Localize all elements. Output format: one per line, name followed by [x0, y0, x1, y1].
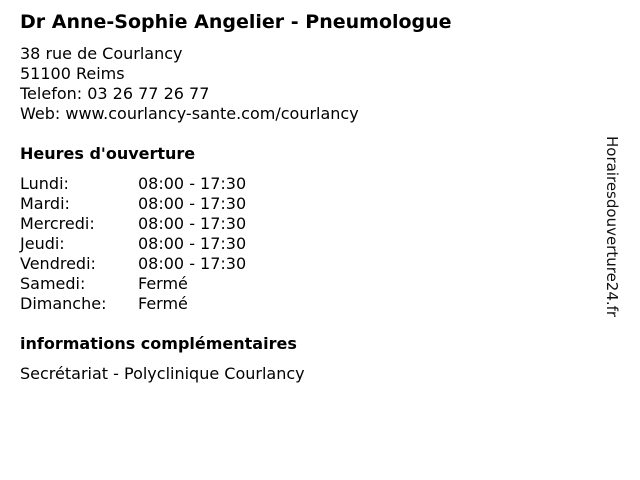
hours-day: Jeudi: [20, 234, 65, 253]
address-web: Web: www.courlancy-sante.com/courlancy [20, 104, 359, 123]
brand-watermark: Horairesdouverture24.fr [603, 136, 621, 318]
hours-time: 08:00 - 17:30 [138, 234, 247, 253]
hours-time: Fermé [138, 294, 188, 313]
address-street: 38 rue de Courlancy [20, 44, 183, 63]
hours-time: 08:00 - 17:30 [138, 174, 247, 193]
address-city: 51100 Reims [20, 64, 125, 83]
address-block [20, 44, 359, 124]
hours-time: 08:00 - 17:30 [138, 254, 247, 273]
hours-day: Mercredi: [20, 214, 95, 233]
hours-time: Fermé [138, 274, 188, 293]
hours-heading: Heures d'ouverture [20, 144, 196, 163]
address-phone: Telefon: 03 26 77 26 77 [20, 84, 210, 103]
hours-day: Lundi: [20, 174, 69, 193]
page-title: Dr Anne-Sophie Angelier - Pneumologue [20, 11, 452, 33]
hours-time: 08:00 - 17:30 [138, 194, 247, 213]
info-heading: informations complémentaires [20, 334, 297, 353]
hours-day: Dimanche: [20, 294, 107, 313]
hours-day: Vendredi: [20, 254, 96, 273]
info-text: Secrétariat - Polyclinique Courlancy [20, 364, 305, 383]
hours-day: Mardi: [20, 194, 70, 213]
hours-time: 08:00 - 17:30 [138, 214, 247, 233]
hours-day: Samedi: [20, 274, 86, 293]
